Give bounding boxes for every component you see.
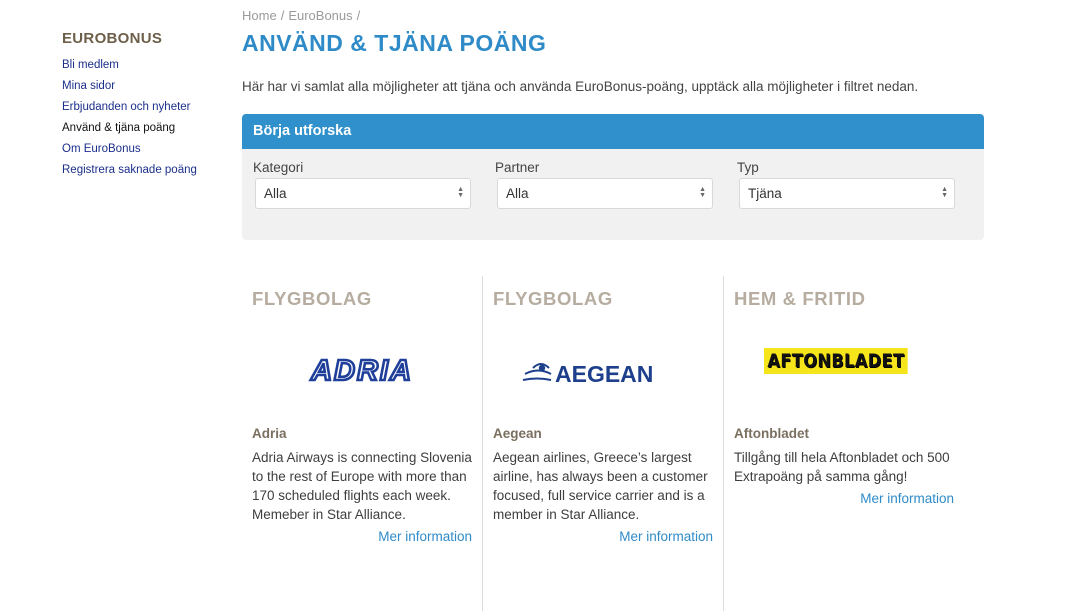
- page-intro: Här har vi samlat alla möjligheter att tjäna och använda EuroBonus-poäng, upptäck alla möjligheter i filtret nedan.: [242, 79, 919, 94]
- filter-partner: [484, 160, 706, 209]
- sidebar-item-anvand-tjana[interactable]: [62, 118, 232, 139]
- aftonbladet-logo[interactable]: [734, 334, 964, 404]
- sidebar-title: EUROBONUS: [62, 30, 163, 47]
- breadcrumb: [242, 8, 984, 24]
- breadcrumb-separator: /: [280, 8, 285, 23]
- breadcrumb-separator: /: [356, 8, 361, 23]
- kategori-select[interactable]: [255, 178, 471, 209]
- filter-kategori: [242, 160, 464, 209]
- kategori-label: Kategori: [253, 160, 304, 175]
- select-arrows-icon: ▲ ▼: [699, 186, 706, 199]
- aegean-logo-graphic: [493, 334, 713, 404]
- card-category: FLYGBOLAG: [252, 288, 372, 309]
- partner-value: Alla: [506, 186, 529, 201]
- adria-logo[interactable]: [252, 334, 483, 404]
- sidebar-link[interactable]: Om EuroBonus: [62, 143, 141, 155]
- sidebar-link-active[interactable]: Använd & tjäna poäng: [62, 122, 176, 134]
- filter-heading: Börja utforska: [242, 114, 984, 149]
- partner-select[interactable]: [497, 178, 713, 209]
- typ-label: Typ: [737, 160, 759, 175]
- typ-value: Tjäna: [748, 186, 782, 201]
- typ-select[interactable]: [739, 178, 955, 209]
- partner-label: Partner: [495, 160, 540, 175]
- card-name: Aegean: [493, 426, 542, 441]
- page-title: ANVÄND & TJÄNA POÄNG: [242, 30, 547, 56]
- sidebar-nav: [62, 30, 232, 181]
- filter-panel: [242, 114, 984, 240]
- adria-logo-text: ADRIA: [311, 355, 413, 387]
- card-category: HEM & FRITID: [734, 288, 866, 309]
- aegean-logo-text: AEGEAN: [555, 361, 654, 387]
- sidebar-item-om-eurobonus[interactable]: [62, 139, 232, 160]
- partner-cards: [242, 276, 965, 611]
- main-content: [242, 0, 984, 240]
- sidebar-menu: [62, 55, 232, 181]
- aftonbladet-logo-text: AFTONBLADET: [764, 348, 908, 374]
- sidebar-item-erbjudanden[interactable]: [62, 97, 232, 118]
- card-category: FLYGBOLAG: [493, 288, 613, 309]
- partner-card-aftonbladet: [723, 276, 964, 611]
- filter-row: [242, 149, 984, 229]
- card-description: Adria Airways is connecting Slovenia to the rest of Europe with more than 170 scheduled flights each week. Memeber in Star Alliance.: [252, 450, 472, 522]
- kategori-value: Alla: [264, 186, 287, 201]
- sidebar-item-mina-sidor[interactable]: [62, 76, 232, 97]
- sidebar-item-bli-medlem[interactable]: [62, 55, 232, 76]
- adria-logo-graphic: [252, 334, 472, 404]
- mer-information-link[interactable]: Mer information: [619, 529, 713, 544]
- filter-typ: [726, 160, 948, 209]
- mer-information-link[interactable]: Mer information: [860, 491, 954, 506]
- sidebar-link[interactable]: Erbjudanden och nyheter: [62, 101, 191, 113]
- card-description: Aegean airlines, Greece’s largest airline, has always been a customer focused, full service carrier and is a member in Star Alliance.: [493, 450, 708, 522]
- aegean-bird-icon: [523, 364, 551, 380]
- partner-card-adria: [242, 276, 483, 611]
- sidebar-link[interactable]: Mina sidor: [62, 80, 116, 92]
- breadcrumb-eurobonus[interactable]: EuroBonus: [288, 8, 353, 23]
- mer-information-link[interactable]: Mer information: [378, 529, 472, 544]
- sidebar-link[interactable]: Bli medlem: [62, 59, 119, 71]
- breadcrumb-home[interactable]: Home: [242, 8, 277, 23]
- select-arrows-icon: ▲ ▼: [457, 186, 464, 199]
- aegean-logo[interactable]: [493, 334, 723, 404]
- card-name: Adria: [252, 426, 287, 441]
- select-arrows-icon: ▲ ▼: [941, 186, 948, 199]
- sidebar-item-registrera[interactable]: [62, 160, 232, 181]
- partner-card-aegean: [482, 276, 723, 611]
- card-name: Aftonbladet: [734, 426, 809, 441]
- sidebar-link[interactable]: Registrera saknade poäng: [62, 164, 197, 176]
- card-description: Tillgång till hela Aftonbladet och 500 Extrapoäng på samma gång!: [734, 450, 950, 484]
